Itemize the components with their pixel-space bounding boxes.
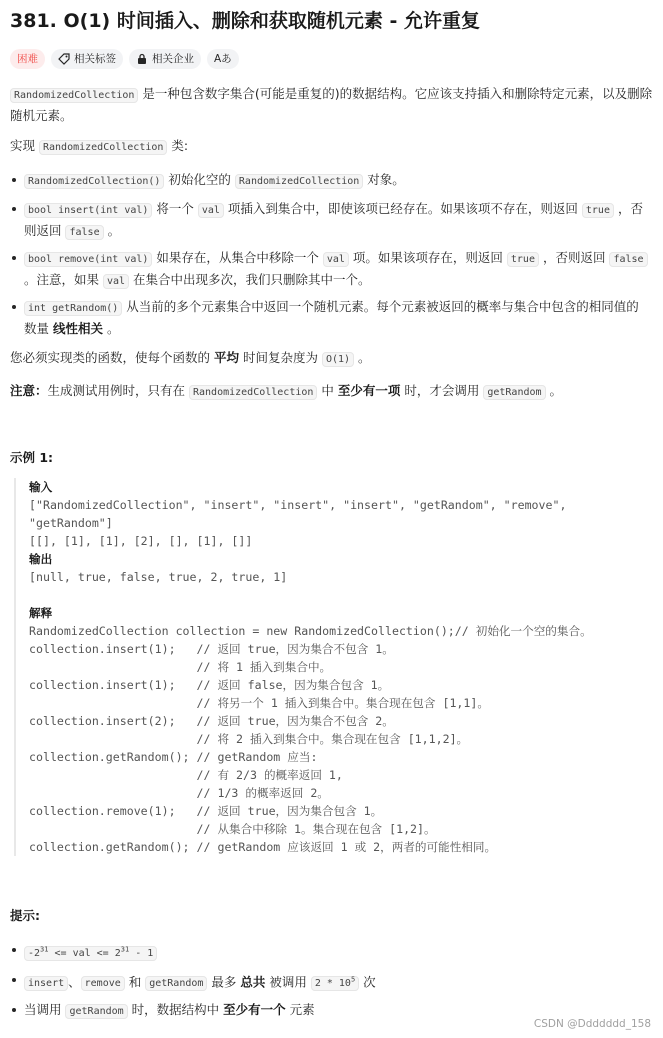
companies-tag-button[interactable] <box>129 49 201 69</box>
code-line: ["RandomizedCollection", "insert", "insert", "insert", "getRandom", "remove", <box>29 498 567 512</box>
list-item: $-2^{31}$ <= val <= $2^{31} - 1$ <box>24 940 649 964</box>
code-line: collection.getRandom(); // getRandom 应该返回 1 或 2，两者的可能性相同。 <box>29 840 497 854</box>
code-line: collection.insert(1); // 返回 false，因为集合包含 1。 <box>29 678 390 692</box>
inline-code: RandomizedCollection <box>10 88 138 103</box>
input-label: 输入 <box>29 480 53 494</box>
intro-paragraph: RandomizedCollection 是一种包含数字集合(可能是重复的)的数据结构。它应该支持插入和删除特定元素，以及删除随机元素。 <box>10 86 653 123</box>
page-title: 381. O(1) 时间插入、删除和获取随机元素 - 允许重复 <box>10 10 480 32</box>
tag-bar <box>10 49 239 69</box>
watermark: CSDN @Ddddddd_158 <box>533 1018 651 1030</box>
difficulty-badge[interactable]: 困难 <box>10 49 45 69</box>
hints-heading: 提示: <box>10 908 40 923</box>
code-line: RandomizedCollection collection = new RandomizedCollection();// 初始化一个空的集合。 <box>29 624 592 638</box>
topics-tag-button[interactable] <box>51 49 123 69</box>
implement-paragraph: 实现 RandomizedCollection 类: <box>10 138 189 153</box>
code-line: "getRandom"] <box>29 516 113 530</box>
explain-label: 解释 <box>29 606 53 620</box>
list-item: int getRandom() 从当前的多个元素集合中返回一个随机元素。每个元素被返回的概率与集合中包含的相同值的数量 线性相关 。 <box>24 297 649 339</box>
code-line: [[], [1], [1], [2], [], [1], []] <box>29 534 253 548</box>
code-line: collection.getRandom(); // getRandom 应当: <box>29 750 318 764</box>
list-item: bool remove(int val) 如果存在，从集合中移除一个 val 项。如果该项存在，则返回 true ，否则返回 false 。注意，如果 val 在集合中出现多次，我们只删除其中一个。 <box>24 248 649 292</box>
code-line: collection.remove(1); // 返回 true，因为集合包含 1。 <box>29 804 383 818</box>
example-heading: 示例 1: <box>10 450 54 465</box>
list-item: RandomizedCollection() 初始化空的 RandomizedCollection 对象。 <box>24 170 649 192</box>
code-line: collection.insert(2); // 返回 true，因为集合不包含 2。 <box>29 714 394 728</box>
output-label: 输出 <box>29 552 53 566</box>
inline-code: RandomizedCollection <box>39 140 167 155</box>
code-line: // 将 1 插入到集合中。 <box>29 660 332 674</box>
code-line: // 有 2/3 的概率返回 1, <box>29 768 343 782</box>
code-line: // 从集合中移除 1。集合现在包含 [1,2]。 <box>29 822 436 836</box>
tag-icon <box>58 53 70 65</box>
list-item: 当调用 getRandom 时，数据结构中 至少有一个 元素 <box>24 1000 649 1022</box>
companies-tag-label: 相关企业 <box>152 53 194 65</box>
code-line: collection.insert(1); // 返回 true，因为集合不包含 1。 <box>29 642 394 656</box>
code-line: // 1/3 的概率返回 2。 <box>29 786 329 800</box>
code-line: // 将另一个 1 插入到集合中。集合现在包含 [1,1]。 <box>29 696 489 710</box>
note-paragraph: 注意：生成测试用例时，只有在 RandomizedCollection 中 至少有一项 时，才会调用 getRandom 。 <box>10 383 563 398</box>
topics-tag-label: 相关标签 <box>74 53 116 65</box>
list-item: bool insert(int val) 将一个 val 项插入到集合中，即使该项已经存在。如果该项不存在，则返回 true ，否则返回 false 。 <box>24 199 649 243</box>
lock-icon <box>136 53 148 65</box>
complexity-paragraph: 您必须实现类的函数，使每个函数的 平均 时间复杂度为 O(1) 。 <box>10 350 371 365</box>
code-line: [null, true, false, true, 2, true, 1] <box>29 570 288 584</box>
list-item: insert 、 remove 和 getRandom 最多 总共 被调用 $2 * 10^5$ 次 <box>24 970 649 994</box>
code-line: // 将 2 插入到集合中。集合现在包含 [1,1,2]。 <box>29 732 469 746</box>
example-block <box>14 478 663 856</box>
font-toggle-button[interactable]: Aあ <box>207 49 239 69</box>
